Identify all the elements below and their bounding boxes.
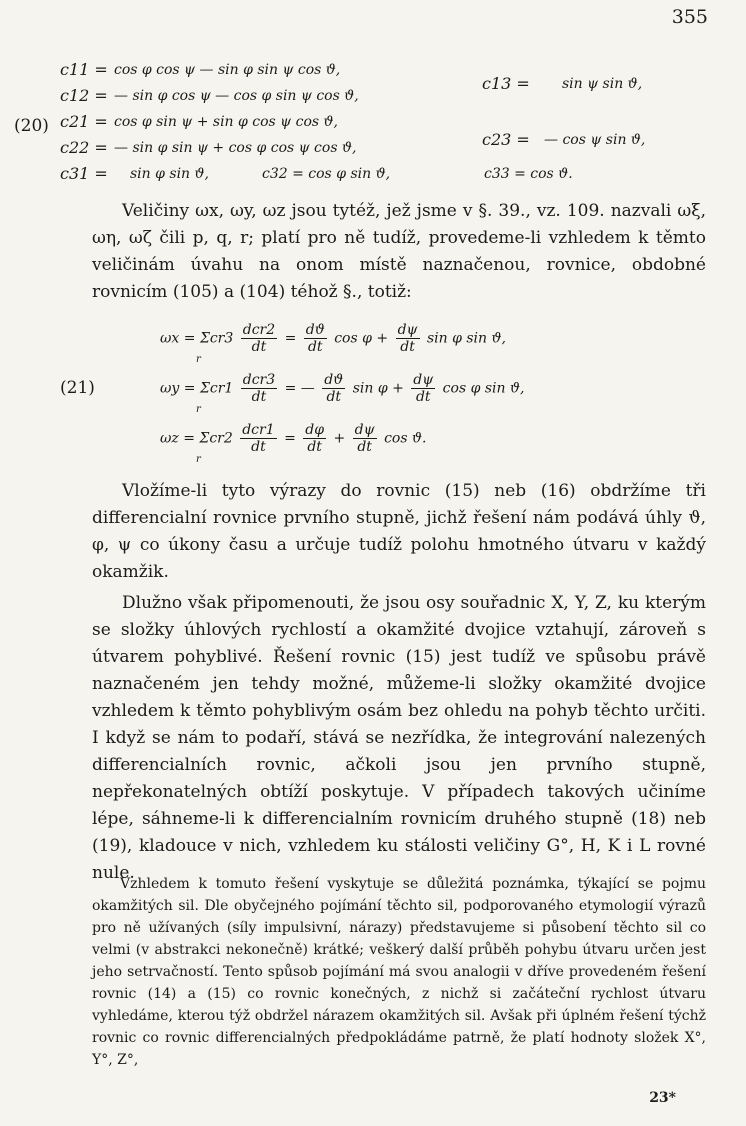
eq21-line-1: ωx = Σcr3 $\frac{\text{dcr2}}{dt}$ = $\frac{dϑ}{dt}$ cos φ + $\frac{d\psi}{dt}$ sin φ sin ϑ,	[160, 322, 506, 355]
sum-index: r	[196, 354, 201, 365]
eq-c13: c13 =	[482, 74, 530, 93]
eq-rhs: cos φ sin ψ + sin φ cos ψ cos ϑ,	[114, 114, 338, 130]
eq-rhs: — sin φ cos ψ — cos φ sin ψ cos ϑ,	[114, 88, 359, 104]
equation-21	[60, 318, 700, 468]
sum-index: r	[196, 404, 201, 415]
footnote: Vzhledem k tomuto řešení vyskytuje se důležitá poznámka, týkající se pojmu okamžitých sil. Dle obyčejného pojímání těchto sil, podporovaného etymologií výrazů pro ně užívaných (síly impulsivní, nárazy) představujeme si působení těchto sil co velmi (v abstrakci nekonečně) krátké; veškerý další průběh pohybu útvaru určen jest jeho setrvačností. Tento spůsob pojímání má svou analogii v dříve provedeném řešení rovnic (14) a (15) co rovnic konečných, z nichž si začáteční rychlost útvaru vyhledáme, kterou týž obdržel nárazem okamžitých sil. Avšak při úplném řešení týchž rovnic co rovnic differencialných předpokládáme patrně, že platí hodnoty složek X°, Y°, Z°,	[92, 876, 706, 1068]
paragraph-3: Dlužno však připomenouti, že jsou osy souřadnic X, Y, Z, ku kterým se složky úhlových rychlostí a okamžité dvojice vztahují, zároveň s útvarem pohyblivé. Řešení rovnic (15) jest tudíž ve spůsobu právě naznačeném jen tehdy možné, můžeme-li složky okamžité dvojice vzhledem k těmto pohyblivým osám bez ohledu na pohyb těchto určiti. I když se nám to podaří, stává se nezřídka, že integrování nalezených differencialních rovnic, ačkoli jsou jen prvního stupně, nepřekonatelných obtíží poskytuje. V případech takových učiníme lépe, sáhneme-li k differencialním rovnicím druhého stupně (18) neb (19), kladouce v nich, vzhledem ku stálosti veličiny G°, H, K i L rovné nule.	[92, 593, 706, 883]
page-number: 355	[671, 6, 708, 28]
paragraph-2: Vložíme-li tyto výrazy do rovnic (15) neb (16) obdržíme tři differencialní rovnice prvního stupně, jichž řešení nám podává úhly ϑ, φ, ψ co úkony času a určuje tudíž polohu hmotného útvaru v každý okamžik.	[92, 481, 706, 582]
eq-c33: c33 = cos ϑ.	[484, 166, 573, 182]
paragraph-1: Veličiny ωx, ωy, ωz jsou tytéž, jež jsme v §. 39., vz. 109. nazvali ωξ, ωη, ωζ čili p, q, r; platí pro ně tudíž, provedeme-li vzhledem k těmto veličinám úvahu na onom místě naznačenou, rovnice, obdobné rovnicím (105) a (104) téhož §., totiž:	[92, 201, 706, 302]
eq-c23-value: — cos ψ sin ϑ,	[544, 132, 646, 148]
signature-mark: 23*	[649, 1090, 676, 1106]
eq-rhs: sin φ sin ϑ,	[130, 166, 209, 182]
equation-number: (21)	[60, 378, 95, 398]
eq21-line-3: ωz = Σcr2 $\frac{\text{dcr1}}{dt}$ = $\frac{d\varphi}{dt}$ + $\frac{d\psi}{dt}$ cos ϑ.	[160, 422, 427, 455]
equation-20	[14, 58, 692, 188]
sum-index: r	[196, 454, 201, 465]
eq-lhs: c22 =	[60, 138, 108, 157]
eq-c32: c32 = cos φ sin ϑ,	[262, 166, 391, 182]
eq-rhs: — sin φ sin ψ + cos φ cos ψ cos ϑ,	[114, 140, 357, 156]
eq-lhs: c11 =	[60, 60, 108, 79]
eq-lhs: c21 =	[60, 112, 108, 131]
eq-rhs: cos φ cos ψ — sin φ sin ψ cos ϑ,	[114, 62, 341, 78]
eq-lhs: c12 =	[60, 86, 108, 105]
eq-lhs: c31 =	[60, 164, 108, 183]
equation-number: (20)	[14, 116, 49, 136]
eq-c23: c23 =	[482, 130, 530, 149]
eq21-line-2: ωy = Σcr1 $\frac{\text{dcr3}}{dt}$ = — $\frac{dϑ}{dt}$ sin φ + $\frac{d\psi}{dt}$ cos φ sin ϑ,	[160, 372, 525, 405]
eq-c13-value: sin ψ sin ϑ,	[562, 76, 643, 92]
